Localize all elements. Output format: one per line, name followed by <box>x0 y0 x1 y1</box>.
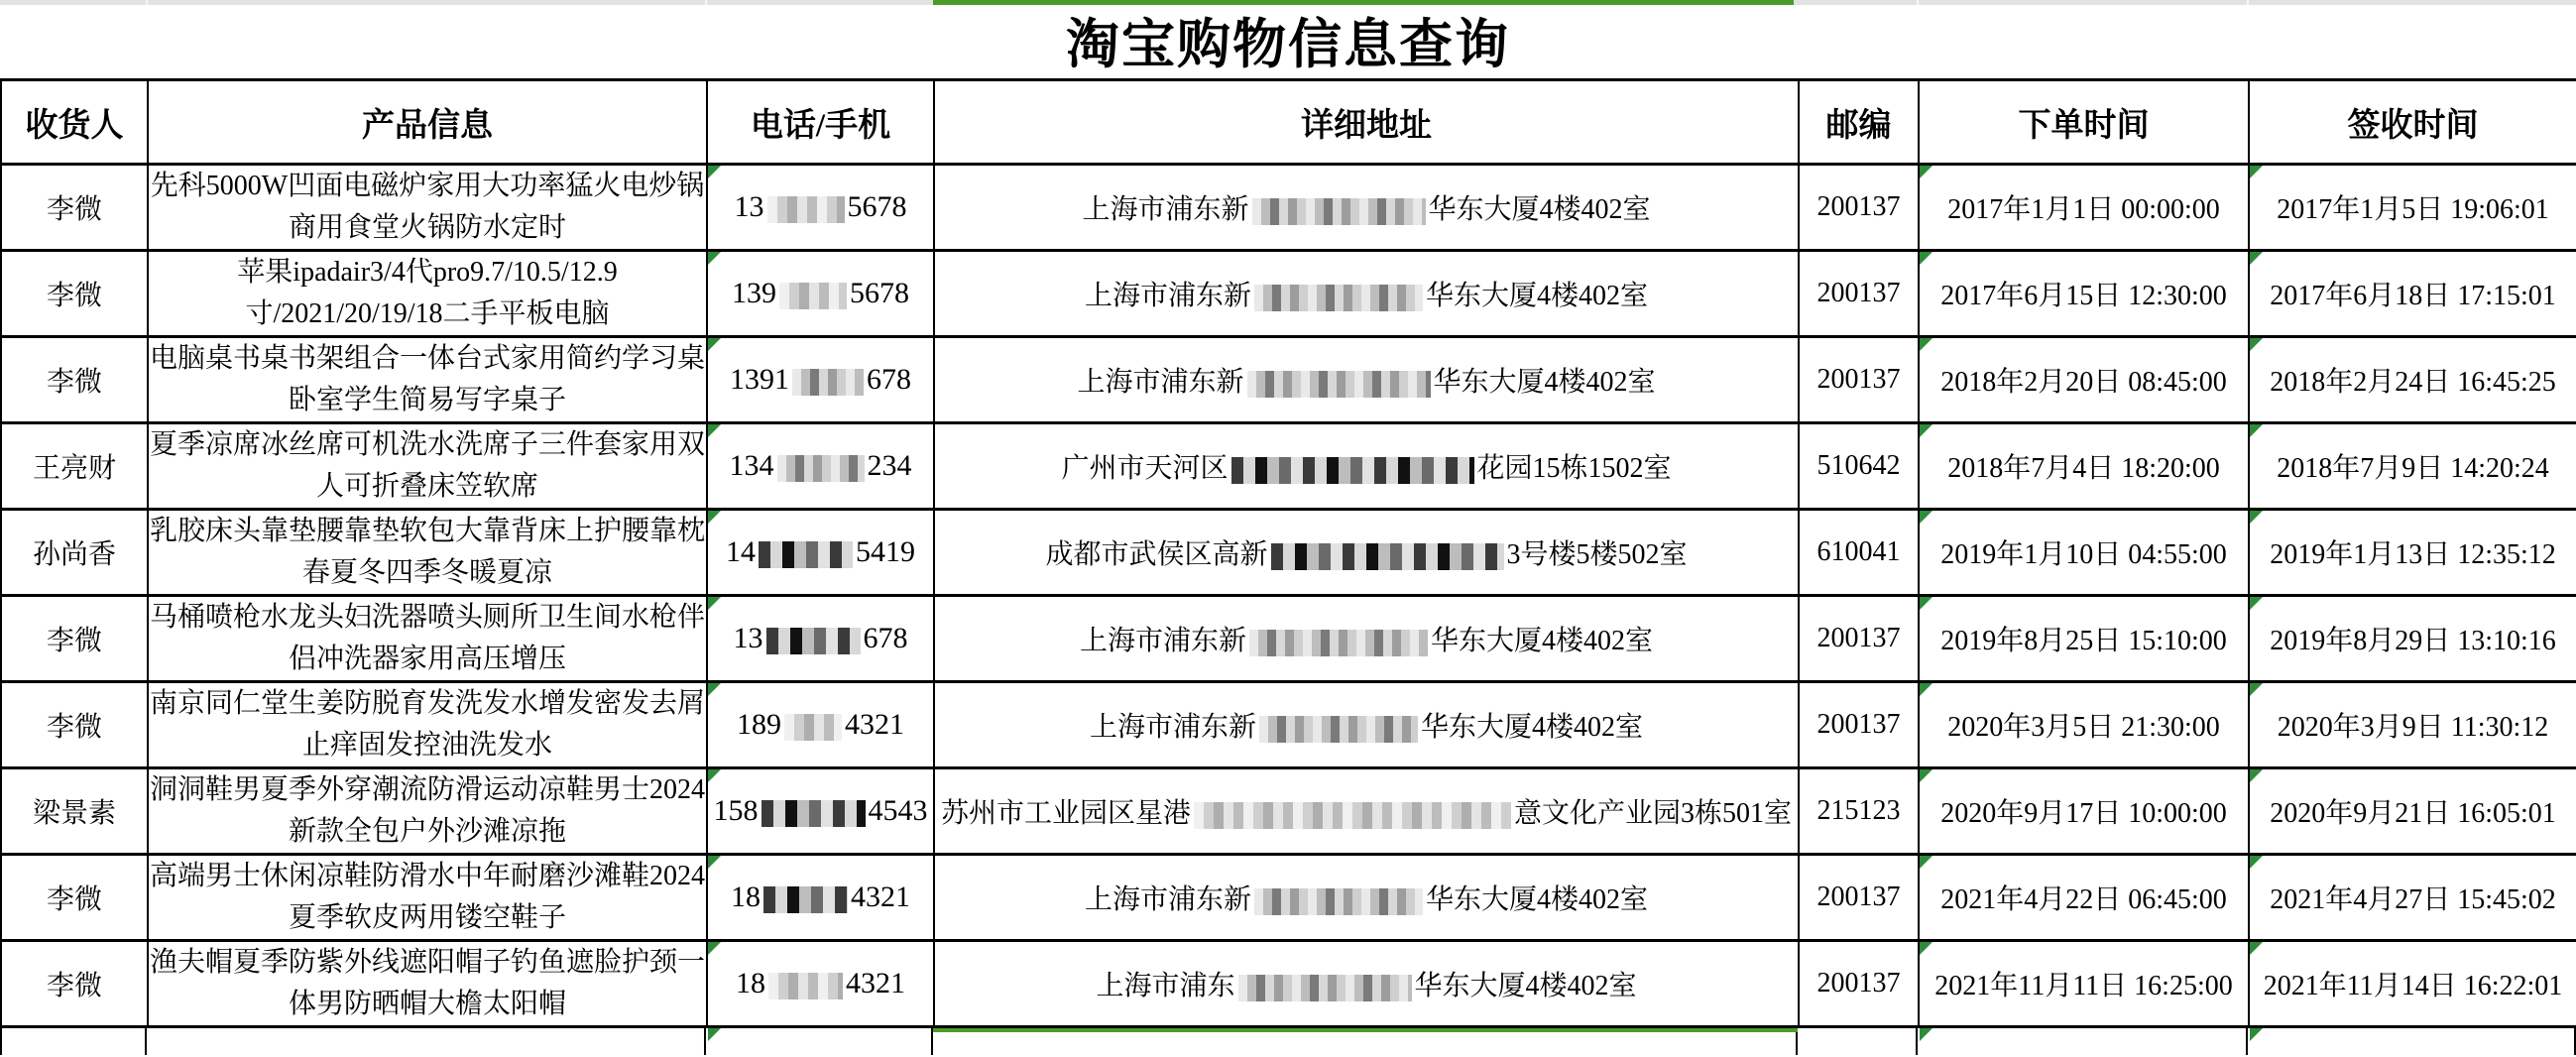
sign-time-text: 2018年2月24日 16:45:25 <box>2270 367 2556 398</box>
address-redaction <box>1252 198 1426 225</box>
phone-suffix: 4543 <box>868 794 928 827</box>
phone-prefix: 13 <box>734 190 764 223</box>
order-time-cell[interactable] <box>1919 423 2249 510</box>
address-prefix: 上海市浦东新 <box>1089 712 1256 743</box>
address-suffix: 华东大厦4楼402室 <box>1426 884 1649 915</box>
sign-time-text: 2019年1月13日 12:35:12 <box>2270 539 2556 570</box>
cell-flag-icon <box>1920 683 1932 696</box>
product-cell[interactable]: 洞洞鞋男夏季外穿潮流防滑运动凉鞋男士2024新款全包户外沙滩凉拖 <box>148 768 707 855</box>
grid-line <box>1796 1028 1798 1055</box>
order-time-text: 2021年11月11日 16:25:00 <box>1934 971 2233 1001</box>
phone-cell[interactable] <box>707 855 934 941</box>
sign-time-cell[interactable] <box>2249 682 2576 768</box>
cell-flag-icon <box>708 511 721 524</box>
top-selection-highlight <box>933 0 1794 5</box>
phone-cell[interactable] <box>707 337 934 423</box>
recipient-cell[interactable]: 王亮财 <box>1 423 148 510</box>
address-suffix: 花园15栋1502室 <box>1476 453 1672 484</box>
phone-prefix: 14 <box>726 535 756 568</box>
cell-flag-icon <box>708 424 721 437</box>
product-cell[interactable]: 南京同仁堂生姜防脱育发洗发水增发密发去屑止痒固发控油洗发水 <box>148 682 707 768</box>
cell-flag-icon <box>2250 511 2263 524</box>
address-prefix: 上海市浦东新 <box>1082 194 1249 225</box>
order-time-text: 2021年4月22日 06:45:00 <box>1940 884 2227 915</box>
phone-redaction <box>767 196 845 223</box>
address-redaction <box>1271 543 1504 570</box>
address-cell[interactable] <box>934 251 1799 337</box>
recipient-cell[interactable]: 梁景素 <box>1 768 148 855</box>
cell-flag-icon <box>1920 942 1932 955</box>
table-row <box>1 165 2576 251</box>
order-time-cell[interactable] <box>1919 165 2249 251</box>
cell-flag-icon <box>1920 856 1932 869</box>
phone-cell[interactable] <box>707 941 934 1027</box>
address-prefix: 广州市天河区 <box>1061 453 1229 484</box>
cell-flag-icon <box>1920 166 1932 178</box>
order-time-text: 2017年1月1日 00:00:00 <box>1947 194 2220 225</box>
address-redaction <box>1254 285 1423 311</box>
grid-line <box>2246 1028 2248 1055</box>
address-suffix: 华东大厦4楼402室 <box>1428 194 1651 225</box>
phone-redaction <box>763 886 848 913</box>
order-time-cell[interactable] <box>1919 941 2249 1027</box>
order-time-text: 2020年9月17日 10:00:00 <box>1940 798 2227 829</box>
phone-suffix: 234 <box>867 449 912 482</box>
address-redaction <box>1259 716 1418 743</box>
address-suffix: 华东大厦4楼402室 <box>1426 281 1649 311</box>
sign-time-text: 2017年1月5日 19:06:01 <box>2277 194 2549 225</box>
address-suffix: 华东大厦4楼402室 <box>1414 971 1637 1001</box>
zipcode-cell[interactable]: 200137 <box>1799 941 1919 1027</box>
address-cell[interactable] <box>934 165 1799 251</box>
top-edge-strip <box>0 0 2576 5</box>
product-cell[interactable]: 电脑桌书桌书架组合一体台式家用简约学习桌卧室学生简易写字桌子 <box>148 337 707 423</box>
address-redaction <box>1194 802 1511 829</box>
phone-cell[interactable] <box>707 165 934 251</box>
phone-prefix: 158 <box>713 794 759 827</box>
phone-cell[interactable] <box>707 682 934 768</box>
address-suffix: 3号楼5楼502室 <box>1506 539 1688 570</box>
phone-prefix: 139 <box>732 277 776 309</box>
cell-flag-icon <box>2250 252 2263 265</box>
bottom-selection-highlight <box>933 1028 1798 1032</box>
product-cell[interactable]: 渔夫帽夏季防紫外线遮阳帽子钓鱼遮脸护颈一体男防晒帽大檐太阳帽 <box>148 941 707 1027</box>
recipient-cell[interactable]: 李微 <box>1 596 148 682</box>
recipient-cell[interactable]: 李微 <box>1 682 148 768</box>
product-cell[interactable]: 乳胶床头靠垫腰靠垫软包大靠背床上护腰靠枕春夏冬四季冬暖夏凉 <box>148 510 707 596</box>
cell-flag-icon <box>708 769 721 782</box>
table-row <box>1 251 2576 337</box>
address-cell[interactable] <box>934 941 1799 1027</box>
table-row <box>1 510 2576 596</box>
table-row <box>1 855 2576 941</box>
product-cell[interactable]: 夏季凉席冰丝席可机洗水洗席子三件套家用双人可折叠床笠软席 <box>148 423 707 510</box>
product-cell[interactable]: 先科5000W凹面电磁炉家用大功率猛火电炒锅商用食堂火锅防水定时 <box>148 165 707 251</box>
table-row <box>1 596 2576 682</box>
sign-time-text: 2021年11月14日 16:22:01 <box>2263 971 2563 1001</box>
zipcode-cell[interactable]: 610041 <box>1799 510 1919 596</box>
cell-flag-icon <box>708 252 721 265</box>
recipient-cell[interactable]: 孙尚香 <box>1 510 148 596</box>
cell-flag-icon <box>1920 338 1932 351</box>
zipcode-cell[interactable]: 200137 <box>1799 596 1919 682</box>
strip-divider <box>1917 0 1919 5</box>
header-sign-time: 签收时间 <box>2249 80 2576 165</box>
order-time-cell[interactable] <box>1919 682 2249 768</box>
cell-flag-icon <box>708 942 721 955</box>
address-redaction <box>1247 371 1431 398</box>
address-suffix: 华东大厦4楼402室 <box>1433 367 1656 398</box>
recipient-cell[interactable]: 李微 <box>1 165 148 251</box>
sign-time-cell[interactable] <box>2249 510 2576 596</box>
sign-time-cell[interactable] <box>2249 423 2576 510</box>
next-row-partial <box>0 1028 2576 1055</box>
cell-flag-icon <box>2250 683 2263 696</box>
address-redaction <box>1249 630 1428 656</box>
address-prefix: 上海市浦东新 <box>1079 626 1246 656</box>
cell-flag-icon <box>1920 769 1932 782</box>
phone-redaction <box>777 455 865 482</box>
sign-time-cell[interactable] <box>2249 855 2576 941</box>
phone-cell[interactable] <box>707 510 934 596</box>
grid-line <box>704 1028 706 1055</box>
phone-prefix: 18 <box>736 967 765 999</box>
zipcode-cell[interactable]: 200137 <box>1799 165 1919 251</box>
phone-redaction <box>761 800 866 827</box>
address-suffix: 华东大厦4楼402室 <box>1431 626 1654 656</box>
grid-line <box>1916 1028 1918 1055</box>
zipcode-cell[interactable]: 200137 <box>1799 251 1919 337</box>
table-row <box>1 337 2576 423</box>
header-recipient: 收货人 <box>1 80 148 165</box>
order-time-cell[interactable] <box>1919 251 2249 337</box>
order-time-cell[interactable] <box>1919 510 2249 596</box>
address-prefix: 苏州市工业园区星港 <box>940 798 1191 829</box>
recipient-cell[interactable]: 李微 <box>1 941 148 1027</box>
cell-flag-icon <box>708 338 721 351</box>
sign-time-text: 2017年6月18日 17:15:01 <box>2270 281 2556 311</box>
address-cell[interactable] <box>934 855 1799 941</box>
cell-flag-icon <box>2250 597 2263 610</box>
product-cell[interactable]: 苹果ipadair3/4代pro9.7/10.5/12.9寸/2021/20/19/18二手平板电脑 <box>148 251 707 337</box>
phone-prefix: 134 <box>729 449 774 482</box>
phone-prefix: 13 <box>733 622 763 654</box>
header-order-time: 下单时间 <box>1919 80 2249 165</box>
zipcode-cell[interactable]: 215123 <box>1799 768 1919 855</box>
cell-flag-icon <box>2250 856 2263 869</box>
address-prefix: 成都市武侯区高新 <box>1045 539 1268 570</box>
zipcode-cell[interactable]: 200137 <box>1799 337 1919 423</box>
address-redaction <box>1231 457 1474 484</box>
cell-flag-icon <box>1920 424 1932 437</box>
order-time-cell[interactable] <box>1919 855 2249 941</box>
phone-redaction <box>766 628 861 654</box>
cell-flag-icon <box>2250 942 2263 955</box>
phone-suffix: 4321 <box>845 708 904 741</box>
phone-cell[interactable] <box>707 251 934 337</box>
order-time-text: 2018年2月20日 08:45:00 <box>1940 367 2227 398</box>
cell-flag-icon <box>2250 338 2263 351</box>
product-cell[interactable]: 高端男士休闲凉鞋防滑水中年耐磨沙滩鞋2024夏季软皮两用镂空鞋子 <box>148 855 707 941</box>
cell-flag-icon <box>2250 424 2263 437</box>
grid-line <box>145 1028 147 1055</box>
cell-flag-icon <box>2250 166 2263 178</box>
sign-time-text: 2021年4月27日 15:45:02 <box>2270 884 2556 915</box>
phone-suffix: 4321 <box>846 967 905 999</box>
address-cell[interactable] <box>934 596 1799 682</box>
address-cell[interactable] <box>934 423 1799 510</box>
address-prefix: 上海市浦东 <box>1096 971 1235 1001</box>
address-suffix: 意文化产业园3栋501室 <box>1514 798 1793 829</box>
phone-suffix: 5678 <box>847 190 907 223</box>
phone-redaction <box>768 973 843 999</box>
order-time-cell[interactable] <box>1919 768 2249 855</box>
product-cell[interactable]: 马桶喷枪水龙头妇洗器喷头厕所卫生间水枪伴侣冲洗器家用高压增压 <box>148 596 707 682</box>
cell-flag-icon <box>708 856 721 869</box>
order-time-cell[interactable] <box>1919 337 2249 423</box>
table-row <box>1 682 2576 768</box>
order-time-text: 2018年7月4日 18:20:00 <box>1947 453 2220 484</box>
phone-prefix: 1391 <box>730 363 789 396</box>
sign-time-text: 2018年7月9日 14:20:24 <box>2277 453 2549 484</box>
header-phone: 电话/手机 <box>707 80 934 165</box>
cell-flag-icon <box>1920 1028 1932 1041</box>
recipient-cell[interactable]: 李微 <box>1 251 148 337</box>
order-time-text: 2019年8月25日 15:10:00 <box>1940 626 2227 656</box>
phone-suffix: 5678 <box>850 277 909 309</box>
phone-redaction <box>779 283 847 309</box>
sign-time-cell[interactable] <box>2249 251 2576 337</box>
grid-line <box>0 1028 2 1055</box>
zipcode-cell[interactable]: 200137 <box>1799 855 1919 941</box>
table-row <box>1 423 2576 510</box>
address-prefix: 上海市浦东新 <box>1084 884 1251 915</box>
address-cell[interactable] <box>934 510 1799 596</box>
header-row <box>1 80 2576 165</box>
order-time-text: 2019年1月10日 04:55:00 <box>1940 539 2227 570</box>
phone-suffix: 4321 <box>851 881 910 913</box>
table-row <box>1 768 2576 855</box>
sign-time-cell[interactable] <box>2249 768 2576 855</box>
cell-flag-icon <box>708 683 721 696</box>
phone-prefix: 189 <box>737 708 781 741</box>
cell-flag-icon <box>708 1028 721 1041</box>
cell-flag-icon <box>2250 1028 2263 1041</box>
address-prefix: 上海市浦东新 <box>1077 367 1244 398</box>
sign-time-cell[interactable] <box>2249 596 2576 682</box>
cell-flag-icon <box>1920 252 1932 265</box>
zipcode-cell[interactable]: 200137 <box>1799 682 1919 768</box>
sign-time-cell[interactable] <box>2249 941 2576 1027</box>
page-title: 淘宝购物信息查询 <box>1066 15 1510 74</box>
cell-flag-icon <box>1920 511 1932 524</box>
cell-flag-icon <box>708 597 721 610</box>
order-time-text: 2020年3月5日 21:30:00 <box>1947 712 2220 743</box>
address-redaction <box>1238 975 1412 1001</box>
sign-time-cell[interactable] <box>2249 337 2576 423</box>
header-address: 详细地址 <box>934 80 1799 165</box>
address-redaction <box>1254 888 1423 915</box>
sign-time-cell[interactable] <box>2249 165 2576 251</box>
grid-line <box>931 1028 933 1055</box>
recipient-cell[interactable]: 李微 <box>1 855 148 941</box>
address-prefix: 上海市浦东新 <box>1084 281 1251 311</box>
phone-suffix: 678 <box>867 363 911 396</box>
phone-prefix: 18 <box>731 881 761 913</box>
header-product: 产品信息 <box>148 80 707 165</box>
phone-cell[interactable] <box>707 423 934 510</box>
phone-redaction <box>792 369 864 396</box>
address-suffix: 华东大厦4楼402室 <box>1421 712 1644 743</box>
strip-divider <box>705 0 707 5</box>
address-cell[interactable] <box>934 768 1799 855</box>
phone-redaction <box>784 714 842 741</box>
table-row <box>1 941 2576 1027</box>
sign-time-text: 2020年9月21日 16:05:01 <box>2270 798 2556 829</box>
zipcode-cell[interactable]: 510642 <box>1799 423 1919 510</box>
orders-table <box>0 78 2576 1028</box>
order-time-cell[interactable] <box>1919 596 2249 682</box>
sign-time-text: 2019年8月29日 13:10:16 <box>2270 626 2556 656</box>
cell-flag-icon <box>708 166 721 178</box>
phone-suffix: 678 <box>863 622 908 654</box>
header-zipcode: 邮编 <box>1799 80 1919 165</box>
cell-flag-icon <box>1920 597 1932 610</box>
strip-divider <box>2247 0 2249 5</box>
phone-suffix: 5419 <box>856 535 915 568</box>
recipient-cell[interactable]: 李微 <box>1 337 148 423</box>
phone-redaction <box>759 541 853 568</box>
order-time-text: 2017年6月15日 12:30:00 <box>1940 281 2227 311</box>
cell-flag-icon <box>2250 769 2263 782</box>
phone-cell[interactable] <box>707 596 934 682</box>
address-cell[interactable] <box>934 682 1799 768</box>
strip-divider <box>146 0 148 5</box>
phone-cell[interactable] <box>707 768 934 855</box>
sign-time-text: 2020年3月9日 11:30:12 <box>2277 712 2549 743</box>
address-cell[interactable] <box>934 337 1799 423</box>
